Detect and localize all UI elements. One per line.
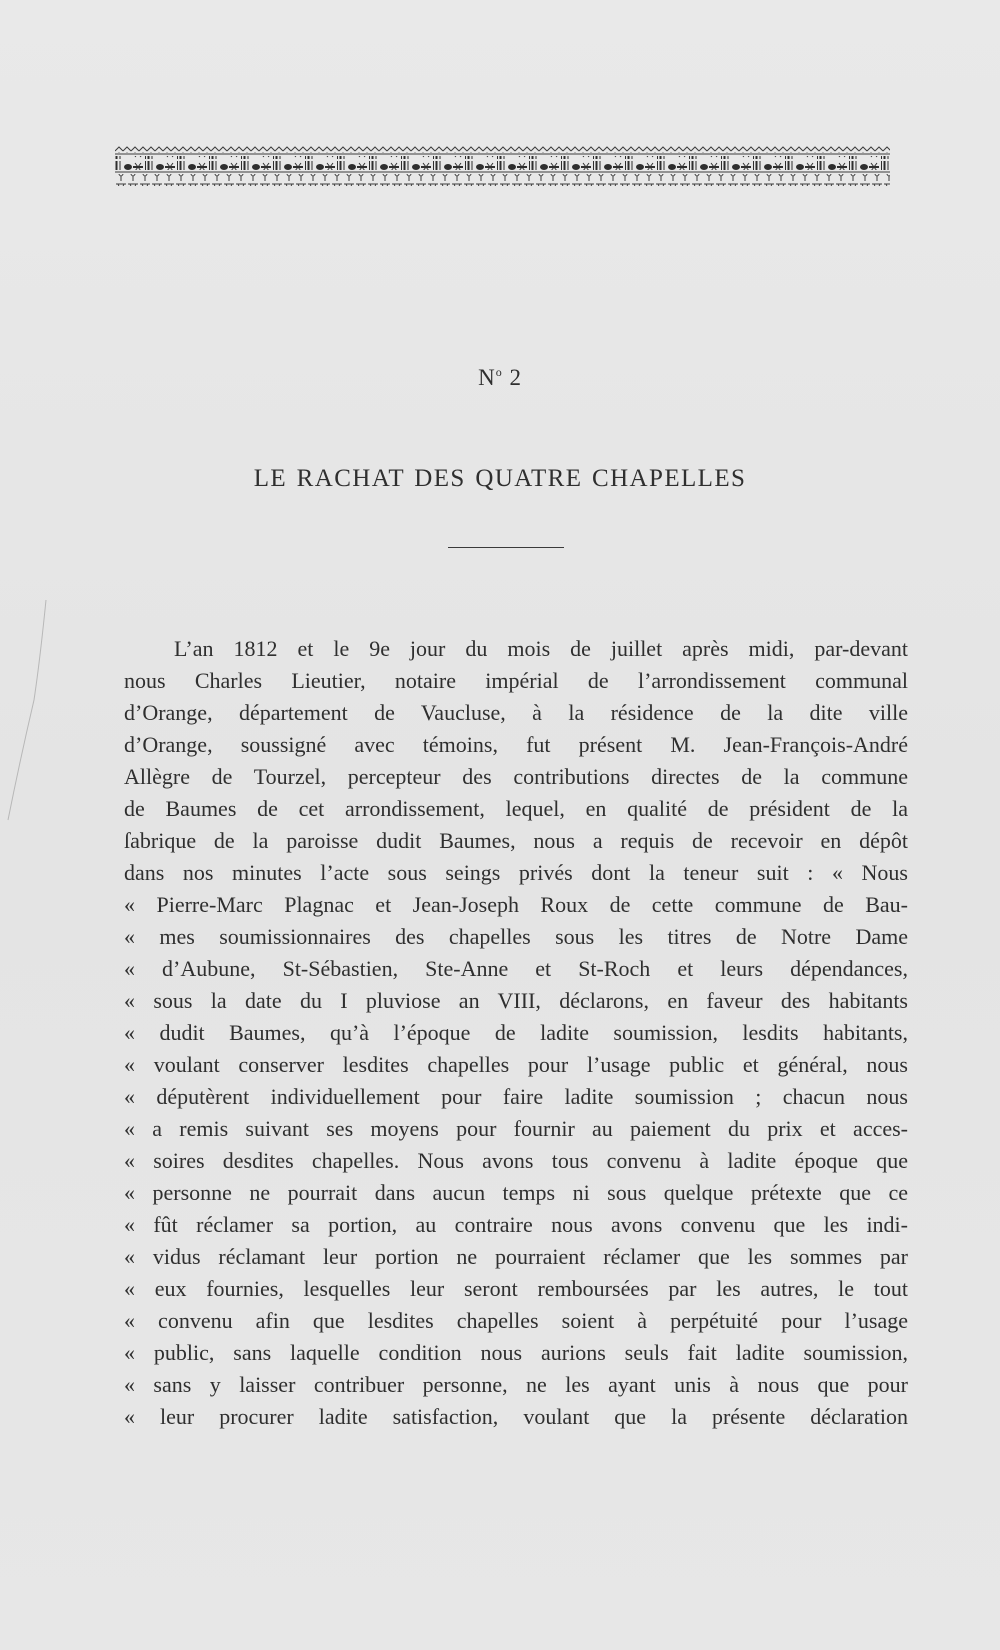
chapter-number-prefix: N [478, 365, 496, 390]
text-line: ſabrique de la paroisse dudit Baumes, nous a requis de recevoir en dépôt [124, 828, 908, 853]
title-rule [448, 547, 564, 548]
text-line: « convenu afin que lesdites chapelles soient à perpétuité pour l’usage [124, 1308, 908, 1333]
text-line: « voulant conserver lesdites chapelles pour l’usage public et général, nous [124, 1052, 908, 1077]
chapter-title: LE RACHAT DES QUATRE CHAPELLES [253, 465, 747, 492]
text-line: « soires desdites chapelles. Nous avons tous convenu à ladite époque que [124, 1148, 908, 1173]
text-line: « sans y laisser contribuer personne, ne les ayant unis à nous que pour [124, 1372, 908, 1397]
text-line: « sous la date du I pluviose an VIII, déclarons, en faveur des habitants [124, 988, 908, 1013]
text-line: « a remis suivant ses moyens pour fournir au paiement du prix et acces- [124, 1116, 908, 1141]
text-line: Allègre de Tourzel, percepteur des contributions directes de la commune [124, 764, 908, 789]
text-line: L’an 1812 et le 9e jour du mois de juillet après midi, par-devant [174, 636, 908, 661]
text-line: « mes soumissionnaires des chapelles sous les titres de Notre Dame [124, 924, 908, 949]
chapter-number-superscript: o [495, 365, 503, 379]
chapter-number [0, 365, 1000, 391]
text-line: « vidus réclamant leur portion ne pourraient réclamer que les sommes par [124, 1244, 908, 1269]
text-line: dans nos minutes l’acte sous seings privés dont la teneur suit : « Nous [124, 860, 908, 885]
text-line: de Baumes de cet arrondissement, lequel, en qualité de président de la [124, 796, 908, 821]
text-line: « dudit Baumes, qu’à l’époque de ladite soumission, lesdits habitants, [124, 1020, 908, 1045]
text-line: « public, sans laquelle condition nous aurions seuls fait ladite soumission, [124, 1340, 908, 1365]
text-line: « eux fournies, lesquelles leur seront remboursées par les autres, le tout [124, 1276, 908, 1301]
text-line: « Pierre-Marc Plagnac et Jean-Joseph Roux de cette commune de Bau- [124, 892, 908, 917]
page-edge-crease [0, 0, 60, 900]
decorative-ornament-band [115, 146, 890, 192]
body-text [124, 633, 908, 1433]
chapter-number-value: 2 [509, 365, 522, 390]
text-line: d’Orange, soussigné avec témoins, fut présent M. Jean-François-André [124, 732, 908, 757]
text-line: « leur procurer ladite satisfaction, voulant que la présente déclaration [124, 1404, 908, 1429]
text-line: « d’Aubune, St-Sébastien, Ste-Anne et St-Roch et leurs dépendances, [124, 956, 908, 981]
text-line: nous Charles Lieutier, notaire impérial de l’arrondissement communal [124, 668, 908, 693]
text-line: « députèrent individuellement pour faire ladite soumission ; chacun nous [124, 1084, 908, 1109]
text-line: d’Orange, département de Vaucluse, à la résidence de la dite ville [124, 700, 908, 725]
text-line: « personne ne pourrait dans aucun temps ni sous quelque prétexte que ce [124, 1180, 908, 1205]
text-line: « fût réclamer sa portion, au contraire nous avons convenu que les indi- [124, 1212, 908, 1237]
